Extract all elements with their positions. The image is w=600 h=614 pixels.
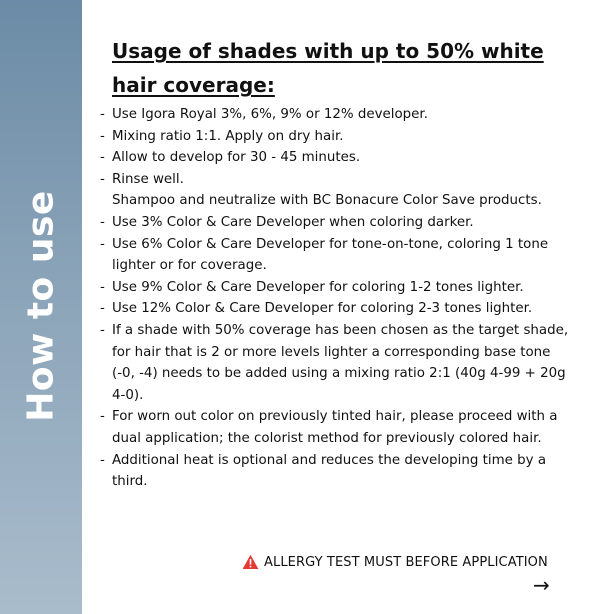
instruction-item: - Additional heat is optional and reduces the developing time by a third. <box>100 452 547 490</box>
instruction-item: - Rinse well. <box>100 171 184 187</box>
instruction-item: - If a shade with 50% coverage has been chosen as the target shade, for hair that is 2 or more levels lighter a corresponding base tone (-0, -4) needs to be added using a mixing ratio 2:1 (40g 4-99 + 20g 4-0). <box>100 322 569 403</box>
instruction-item: - Use 12% Color & Care Developer for coloring 2-3 tones lighter. <box>100 301 533 317</box>
instruction-item: - Use 3% Color & Care Developer when coloring darker. <box>100 214 474 230</box>
instruction-item: - Use 9% Color & Care Developer for coloring 1-2 tones lighter. <box>100 279 524 295</box>
allergy-warning-text: ALLERGY TEST MUST BEFORE APPLICATION <box>264 554 548 570</box>
heading-line-1: Usage of shades with up to 50% white <box>112 39 544 63</box>
instruction-item: - Allow to develop for 30 - 45 minutes. <box>100 150 361 166</box>
warning-triangle-icon <box>242 554 259 570</box>
instruction-item: - For worn out color on previously tinted hair, please proceed with a dual application; the colorist method for previously colored hair. <box>100 409 558 446</box>
instruction-item: - Use 6% Color & Care Developer for tone-on-tone, coloring 1 tone lighter or for coverage. <box>100 236 549 274</box>
instruction-item: - Mixing ratio 1:1. Apply on dry hair. <box>100 128 344 144</box>
instruction-item-continuation: Shampoo and neutralize with BC Bonacure Color Save products. <box>112 193 542 209</box>
arrow-right-icon[interactable]: → <box>533 573 550 597</box>
side-title: How to use <box>20 190 62 422</box>
side-band <box>0 0 82 614</box>
allergy-warning <box>242 554 548 570</box>
heading-line-2: hair coverage: <box>112 73 275 97</box>
content-panel <box>100 34 570 493</box>
instruction-list <box>100 104 570 493</box>
section-heading <box>112 34 570 102</box>
instruction-item: - Use Igora Royal 3%, 6%, 9% or 12% developer. <box>100 107 428 122</box>
